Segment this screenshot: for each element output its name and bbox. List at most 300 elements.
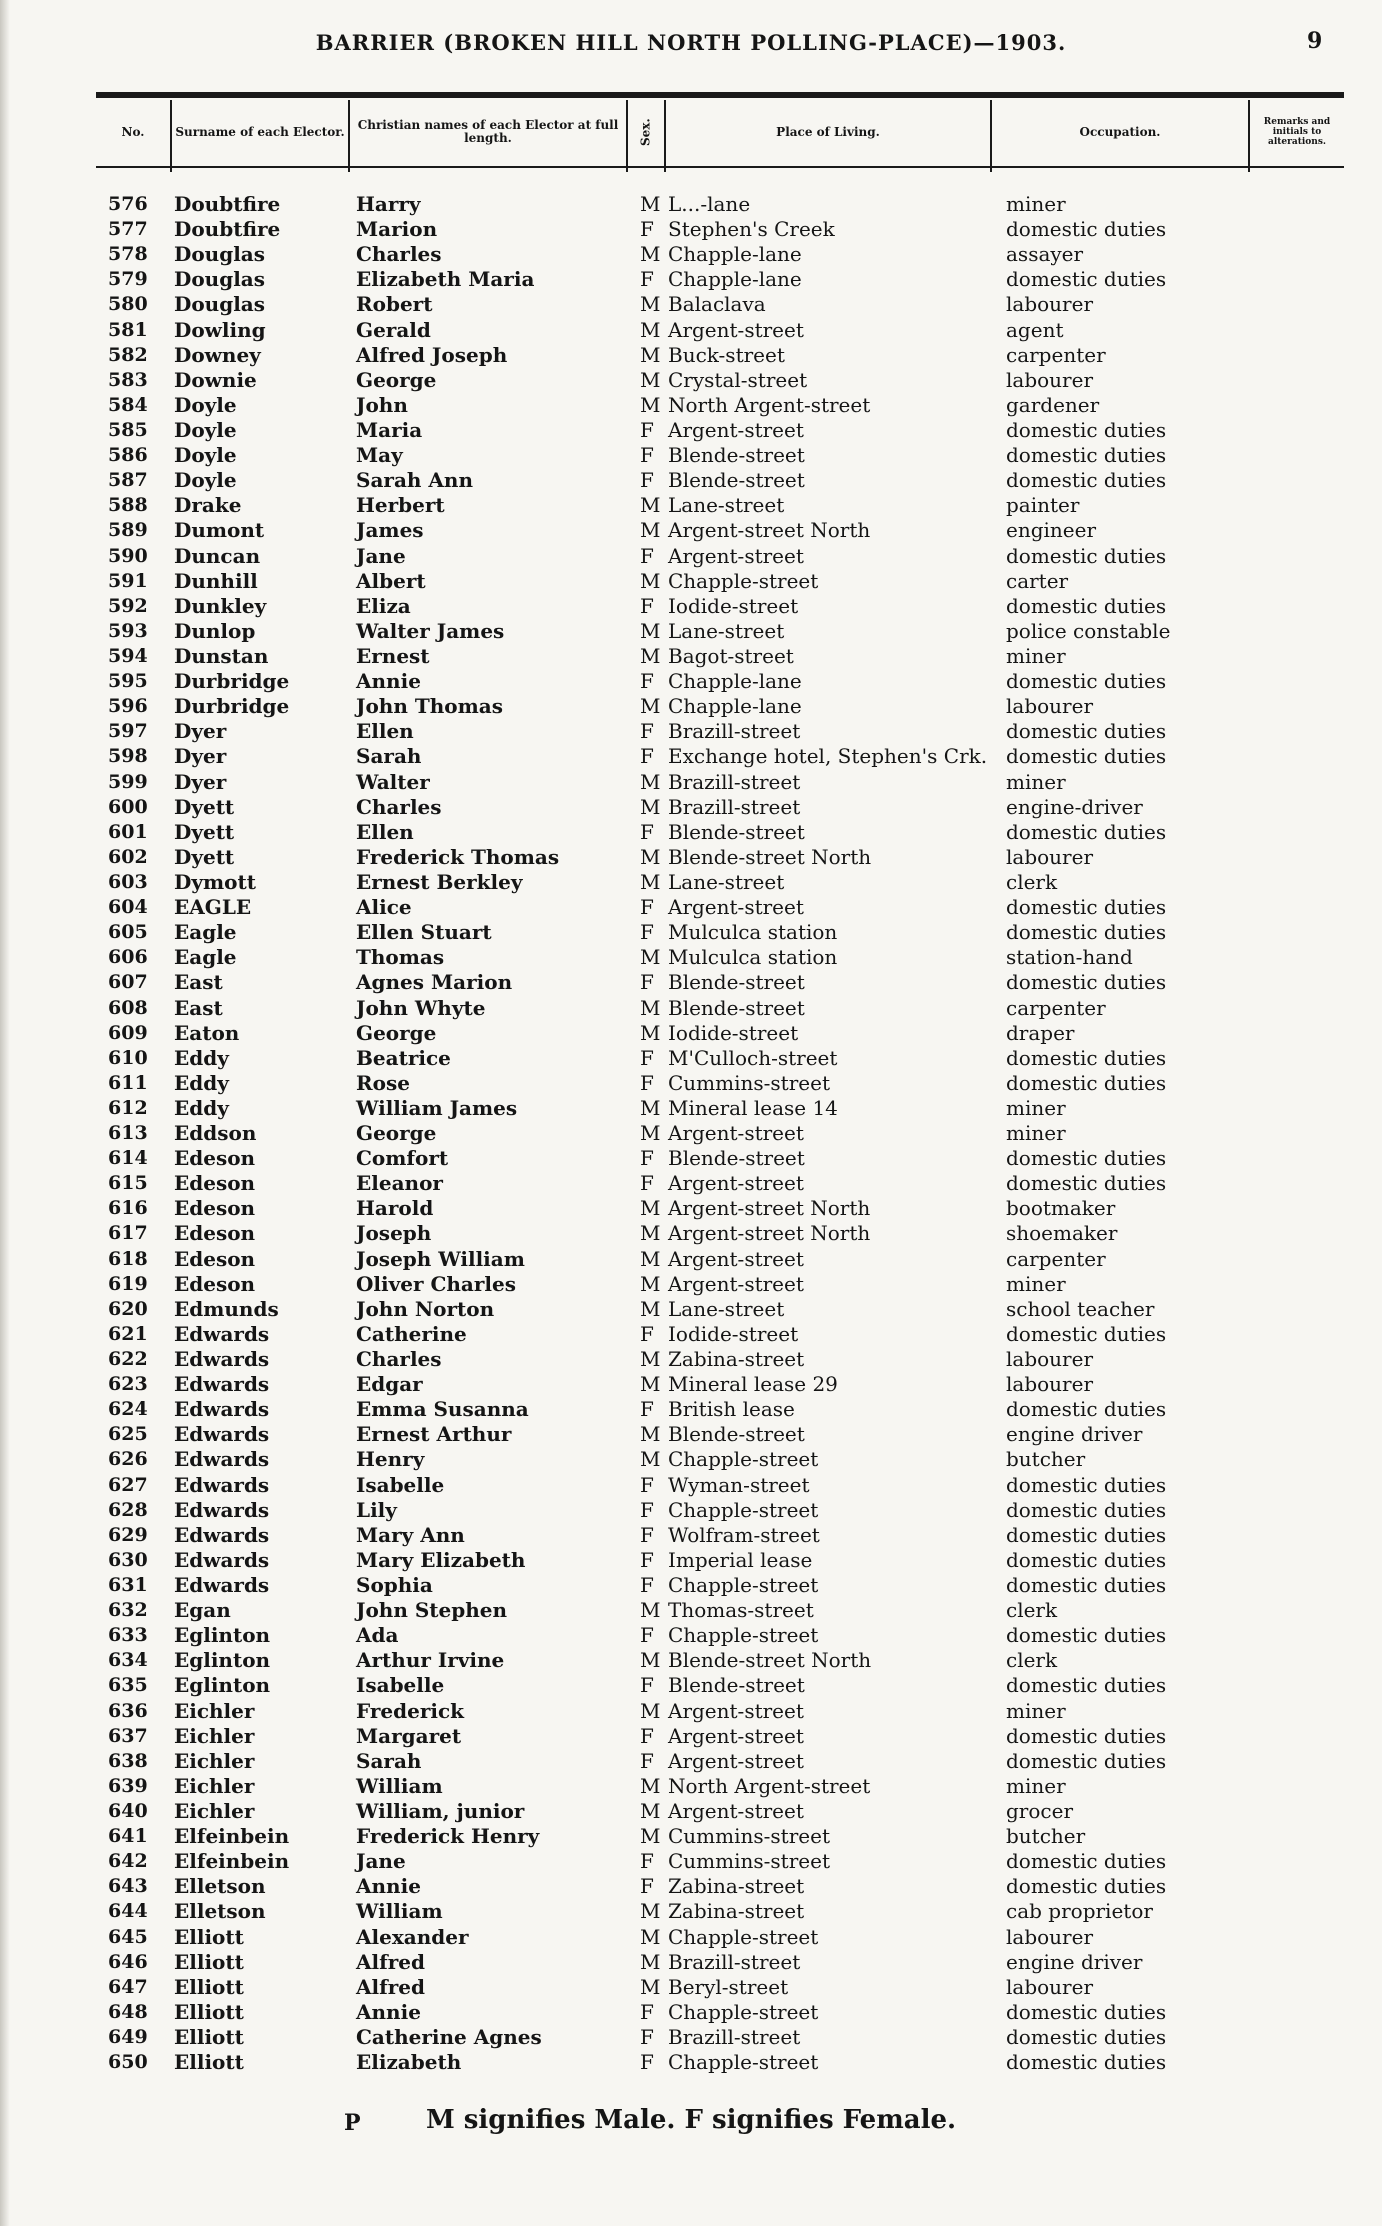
elector-christian-names: Emma Susanna: [356, 1397, 529, 1422]
elector-occupation: butcher: [1006, 1824, 1086, 1849]
elector-row: [0, 1372, 1382, 1397]
elector-surname: Egan: [174, 1598, 231, 1623]
elector-place-of-living: Lane-street: [668, 1296, 785, 1321]
elector-number: 631: [108, 1574, 148, 1597]
elector-occupation: carpenter: [1006, 1246, 1106, 1271]
elector-occupation: gardener: [1006, 392, 1100, 417]
elector-christian-names: Sarah: [356, 1748, 422, 1773]
elector-row: [0, 1648, 1382, 1673]
elector-number: 593: [108, 619, 148, 642]
elector-occupation: domestic duties: [1006, 543, 1167, 568]
elector-occupation: domestic duties: [1006, 970, 1167, 995]
elector-row: [0, 493, 1382, 518]
elector-christian-names: Henry: [356, 1447, 425, 1472]
elector-surname: Doubtfire: [174, 217, 281, 242]
elector-row: [0, 820, 1382, 845]
elector-number: 587: [108, 469, 148, 492]
elector-row: [0, 845, 1382, 870]
elector-sex: F: [640, 1999, 654, 2024]
elector-row: [0, 1297, 1382, 1322]
elector-number: 636: [108, 1699, 148, 1722]
elector-surname: Eddson: [174, 1121, 257, 1146]
elector-surname: Eglinton: [174, 1673, 271, 1698]
elector-row: [0, 970, 1382, 995]
sex-legend: M signifies Male. F signifies Female.: [425, 2105, 957, 2135]
elector-number: 628: [108, 1498, 148, 1521]
elector-sex: M: [640, 568, 661, 593]
elector-christian-names: Alice: [356, 895, 412, 920]
elector-row: [0, 2000, 1382, 2025]
elector-place-of-living: Argent-street: [668, 1121, 804, 1146]
elector-occupation: agent: [1006, 317, 1064, 342]
elector-number: 632: [108, 1599, 148, 1622]
elector-row: [0, 1573, 1382, 1598]
elector-place-of-living: Argent-street: [668, 1171, 804, 1196]
elector-christian-names: William James: [356, 1095, 518, 1120]
elector-number: 581: [108, 318, 148, 341]
elector-occupation: labourer: [1006, 844, 1094, 869]
elector-sex: M: [640, 1698, 661, 1723]
elector-row: [0, 217, 1382, 242]
elector-surname: Elliott: [174, 2050, 244, 2075]
elector-occupation: domestic duties: [1006, 1497, 1167, 1522]
elector-row: [0, 1247, 1382, 1272]
elector-row: [0, 1447, 1382, 1472]
elector-occupation: labourer: [1006, 694, 1094, 719]
elector-surname: Dyer: [174, 769, 227, 794]
elector-place-of-living: Chapple-street: [668, 1924, 819, 1949]
elector-sex: M: [640, 518, 661, 543]
elector-sex: M: [640, 1221, 661, 1246]
elector-surname: Eichler: [174, 1748, 255, 1773]
elector-row: [0, 1824, 1382, 1849]
elector-number: 597: [108, 720, 148, 743]
elector-surname: Eaton: [174, 1020, 240, 1045]
elector-sex: F: [640, 920, 654, 945]
elector-place-of-living: Cummins-street: [668, 1070, 830, 1095]
elector-occupation: shoemaker: [1006, 1221, 1118, 1246]
elector-sex: M: [640, 945, 661, 970]
elector-place-of-living: Argent-street: [668, 895, 804, 920]
elector-place-of-living: Mineral lease 14: [668, 1095, 838, 1120]
elector-sex: F: [640, 2050, 654, 2075]
elector-surname: Dumont: [174, 518, 265, 543]
elector-number: 639: [108, 1774, 148, 1797]
elector-sex: M: [640, 1949, 661, 1974]
elector-christian-names: Jane: [356, 543, 406, 568]
elector-row: [0, 945, 1382, 970]
elector-christian-names: Robert: [356, 292, 433, 317]
elector-sex: F: [640, 1623, 654, 1648]
elector-surname: EAGLE: [174, 895, 252, 920]
elector-sex: M: [640, 694, 661, 719]
elector-christian-names: Isabelle: [356, 1472, 445, 1497]
elector-sex: M: [640, 1648, 661, 1673]
elector-occupation: domestic duties: [1006, 267, 1167, 292]
elector-sex: M: [640, 1598, 661, 1623]
elector-occupation: miner: [1006, 1271, 1066, 1296]
elector-surname: Douglas: [174, 242, 266, 267]
elector-surname: Edeson: [174, 1271, 256, 1296]
elector-sex: M: [640, 869, 661, 894]
elector-place-of-living: M'Culloch-street: [668, 1045, 838, 1070]
elector-place-of-living: Cummins-street: [668, 1849, 830, 1874]
elector-sex: F: [640, 1070, 654, 1095]
elector-row: [0, 544, 1382, 569]
elector-occupation: engine driver: [1006, 1949, 1143, 1974]
elector-number: 586: [108, 444, 148, 467]
elector-occupation: carter: [1006, 568, 1069, 593]
elector-number: 591: [108, 569, 148, 592]
elector-row: [0, 770, 1382, 795]
elector-row: [0, 1397, 1382, 1422]
elector-number: 609: [108, 1021, 148, 1044]
elector-sex: M: [640, 995, 661, 1020]
elector-place-of-living: L...-lane: [668, 192, 751, 216]
elector-occupation: engine-driver: [1006, 794, 1143, 819]
elector-occupation: domestic duties: [1006, 1999, 1167, 2024]
elector-number: 578: [108, 243, 148, 266]
elector-number: 618: [108, 1247, 148, 1270]
elector-place-of-living: Argent-street North: [668, 1196, 871, 1221]
elector-occupation: miner: [1006, 769, 1066, 794]
elector-christian-names: Walter James: [356, 618, 505, 643]
elector-surname: Eddy: [174, 1095, 229, 1120]
elector-christian-names: Isabelle: [356, 1673, 445, 1698]
elector-surname: Douglas: [174, 292, 266, 317]
elector-christian-names: Ellen: [356, 819, 414, 844]
elector-number: 642: [108, 1850, 148, 1873]
elector-surname: Elliott: [174, 1949, 244, 1974]
elector-christian-names: Catherine Agnes: [356, 2024, 542, 2049]
elector-sex: M: [640, 1799, 661, 1823]
elector-place-of-living: Wolfram-street: [668, 1522, 820, 1547]
elector-occupation: domestic duties: [1006, 2024, 1167, 2049]
elector-number: 623: [108, 1373, 148, 1396]
elector-surname: Elletson: [174, 1899, 266, 1924]
elector-sex: F: [640, 417, 654, 442]
elector-christian-names: Annie: [356, 669, 421, 694]
elector-place-of-living: Chapple-street: [668, 1573, 819, 1598]
elector-row: [0, 795, 1382, 820]
elector-christian-names: George: [356, 1121, 437, 1146]
elector-christian-names: Thomas: [356, 945, 445, 970]
elector-christian-names: Charles: [356, 1347, 442, 1372]
elector-number: 588: [108, 494, 148, 517]
elector-sex: M: [640, 1271, 661, 1296]
elector-row: [0, 343, 1382, 368]
elector-number: 635: [108, 1674, 148, 1697]
elector-surname: Edwards: [174, 1522, 270, 1547]
elector-row: [0, 2050, 1382, 2075]
elector-christian-names: Ellen Stuart: [356, 920, 492, 945]
elector-surname: Edwards: [174, 1447, 270, 1472]
elector-place-of-living: Mulculca station: [668, 945, 838, 970]
elector-number: 577: [108, 218, 148, 241]
elector-place-of-living: Chapple-street: [668, 1497, 819, 1522]
elector-number: 580: [108, 293, 148, 316]
elector-row: [0, 996, 1382, 1021]
elector-row: [0, 318, 1382, 343]
elector-place-of-living: Chapple-street: [668, 1623, 819, 1648]
elector-number: 641: [108, 1825, 148, 1848]
elector-sex: M: [640, 1924, 661, 1949]
elector-sex: F: [640, 217, 654, 242]
elector-row: [0, 1272, 1382, 1297]
elector-number: 616: [108, 1197, 148, 1220]
elector-sex: M: [640, 242, 661, 267]
elector-place-of-living: Chapple-lane: [668, 242, 802, 267]
elector-row: [0, 1473, 1382, 1498]
elector-sex: F: [640, 744, 654, 769]
column-divider: [664, 100, 666, 172]
elector-occupation: butcher: [1006, 1447, 1086, 1472]
elector-number: 605: [108, 921, 148, 944]
elector-row: [0, 1799, 1382, 1824]
elector-sex: M: [640, 1824, 661, 1849]
elector-place-of-living: Zabina-street: [668, 1347, 805, 1372]
elector-row: [0, 1523, 1382, 1548]
elector-christian-names: Walter: [356, 769, 430, 794]
elector-christian-names: Alfred Joseph: [356, 342, 508, 367]
elector-row: [0, 1749, 1382, 1774]
elector-occupation: domestic duties: [1006, 217, 1167, 242]
elector-sex: F: [640, 2024, 654, 2049]
elector-occupation: school teacher: [1006, 1296, 1155, 1321]
elector-number: 603: [108, 870, 148, 893]
elector-christian-names: Ernest Arthur: [356, 1422, 512, 1447]
elector-number: 598: [108, 745, 148, 768]
elector-row: [0, 1322, 1382, 1347]
elector-surname: Edwards: [174, 1422, 270, 1447]
elector-surname: Elliott: [174, 2024, 244, 2049]
elector-place-of-living: Blende-street: [668, 819, 805, 844]
elector-number: 594: [108, 644, 148, 667]
elector-surname: Elliott: [174, 1924, 244, 1949]
elector-place-of-living: Argent-street: [668, 1246, 804, 1271]
elector-surname: Dyer: [174, 744, 227, 769]
elector-number: 602: [108, 845, 148, 868]
elector-surname: Duncan: [174, 543, 261, 568]
elector-surname: Dyett: [174, 844, 235, 869]
elector-row: [0, 1046, 1382, 1071]
elector-occupation: bootmaker: [1006, 1196, 1116, 1221]
elector-occupation: domestic duties: [1006, 443, 1167, 468]
elector-place-of-living: Lane-street: [668, 618, 785, 643]
elector-sex: M: [640, 317, 661, 342]
elector-number: 621: [108, 1322, 148, 1345]
elector-christian-names: Charles: [356, 242, 442, 267]
elector-christian-names: Annie: [356, 1874, 421, 1899]
column-divider: [990, 100, 992, 172]
elector-surname: Edwards: [174, 1547, 270, 1572]
elector-occupation: painter: [1006, 493, 1080, 518]
elector-sex: F: [640, 1497, 654, 1522]
elector-occupation: domestic duties: [1006, 1748, 1167, 1773]
elector-place-of-living: Wyman-street: [668, 1472, 810, 1497]
elector-christian-names: Edgar: [356, 1372, 423, 1397]
elector-number: 589: [108, 519, 148, 542]
elector-surname: Edwards: [174, 1321, 270, 1346]
elector-occupation: domestic duties: [1006, 744, 1167, 769]
elector-row: [0, 1071, 1382, 1096]
elector-christian-names: John: [356, 392, 408, 417]
elector-sex: F: [640, 1673, 654, 1698]
elector-occupation: domestic duties: [1006, 1472, 1167, 1497]
elector-christian-names: Frederick Thomas: [356, 844, 560, 869]
elector-surname: Dyett: [174, 819, 235, 844]
elector-sex: F: [640, 468, 654, 493]
elector-christian-names: Frederick: [356, 1698, 464, 1723]
elector-place-of-living: Blende-street: [668, 970, 805, 995]
elector-occupation: domestic duties: [1006, 468, 1167, 493]
elector-sex: M: [640, 1372, 661, 1397]
elector-place-of-living: Lane-street: [668, 493, 785, 518]
elector-sex: M: [640, 618, 661, 643]
column-header-row: [96, 100, 1344, 164]
elector-sex: M: [640, 1121, 661, 1146]
elector-surname: Edeson: [174, 1246, 256, 1271]
elector-row: [0, 1347, 1382, 1372]
elector-number: 579: [108, 268, 148, 291]
elector-number: 611: [108, 1071, 148, 1094]
elector-christian-names: George: [356, 1020, 437, 1045]
elector-sex: M: [640, 643, 661, 668]
elector-surname: Edwards: [174, 1372, 270, 1397]
elector-surname: Dunhill: [174, 568, 258, 593]
elector-sex: F: [640, 970, 654, 995]
elector-number: 648: [108, 2000, 148, 2023]
elector-christian-names: Sophia: [356, 1573, 433, 1598]
elector-number: 627: [108, 1473, 148, 1496]
elector-sex: F: [640, 1171, 654, 1196]
elector-surname: Downey: [174, 342, 261, 367]
elector-surname: East: [174, 995, 223, 1020]
elector-occupation: domestic duties: [1006, 1849, 1167, 1874]
elector-place-of-living: Chapple-lane: [668, 267, 802, 292]
elector-occupation: domestic duties: [1006, 1874, 1167, 1899]
elector-place-of-living: Blende-street: [668, 1146, 805, 1171]
elector-row: [0, 669, 1382, 694]
elector-sex: M: [640, 392, 661, 417]
elector-place-of-living: Argent-street: [668, 1271, 804, 1296]
header-bottom-rule: [96, 166, 1344, 168]
elector-surname: Doyle: [174, 417, 237, 442]
elector-surname: Douglas: [174, 267, 266, 292]
elector-number: 599: [108, 770, 148, 793]
elector-row: [0, 1221, 1382, 1246]
elector-christian-names: Ellen: [356, 719, 414, 744]
elector-surname: Elliott: [174, 1974, 244, 1999]
elector-sex: M: [640, 844, 661, 869]
elector-surname: Eglinton: [174, 1623, 271, 1648]
elector-occupation: domestic duties: [1006, 669, 1167, 694]
elector-row: [0, 292, 1382, 317]
elector-sex: M: [640, 1347, 661, 1372]
elector-occupation: police constable: [1006, 618, 1171, 643]
elector-place-of-living: Balaclava: [668, 292, 766, 317]
elector-number: 604: [108, 896, 148, 919]
elector-sex: M: [640, 342, 661, 367]
elector-number: 595: [108, 670, 148, 693]
elector-place-of-living: Blende-street North: [668, 844, 872, 869]
elector-occupation: domestic duties: [1006, 1397, 1167, 1422]
elector-row: [0, 920, 1382, 945]
elector-sex: F: [640, 719, 654, 744]
elector-place-of-living: Argent-street North: [668, 1221, 871, 1246]
elector-row: [0, 1021, 1382, 1046]
elector-place-of-living: British lease: [668, 1397, 795, 1422]
elector-surname: Eichler: [174, 1799, 255, 1823]
elector-christian-names: Alexander: [356, 1924, 469, 1949]
elector-christian-names: Gerald: [356, 317, 431, 342]
elector-number: 644: [108, 1900, 148, 1923]
elector-occupation: domestic duties: [1006, 417, 1167, 442]
elector-christian-names: Ada: [356, 1623, 399, 1648]
elector-occupation: engineer: [1006, 518, 1097, 543]
elector-occupation: assayer: [1006, 242, 1084, 267]
elector-row: [0, 1096, 1382, 1121]
elector-surname: Edwards: [174, 1573, 270, 1598]
elector-christian-names: Eliza: [356, 593, 411, 618]
elector-number: 576: [108, 193, 148, 215]
elector-christian-names: Comfort: [356, 1146, 449, 1171]
elector-occupation: domestic duties: [1006, 819, 1167, 844]
elector-row: [0, 267, 1382, 292]
elector-christian-names: Catherine: [356, 1321, 467, 1346]
elector-place-of-living: Chapple-lane: [668, 694, 802, 719]
elector-sex: M: [640, 1095, 661, 1120]
elector-christian-names: Ernest Berkley: [356, 869, 523, 894]
elector-christian-names: John Stephen: [356, 1598, 508, 1623]
elector-occupation: miner: [1006, 1698, 1066, 1723]
elector-row: [0, 2025, 1382, 2050]
elector-sex: M: [640, 1974, 661, 1999]
elector-occupation: labourer: [1006, 1974, 1094, 1999]
elector-row: [0, 1699, 1382, 1724]
elector-christian-names: Jane: [356, 1849, 406, 1874]
elector-surname: Elliott: [174, 1999, 244, 2024]
elector-place-of-living: Argent-street: [668, 1698, 804, 1723]
elector-row: [0, 368, 1382, 393]
elector-sex: M: [640, 1447, 661, 1472]
elector-place-of-living: Blende-street: [668, 1673, 805, 1698]
elector-surname: Downie: [174, 367, 257, 392]
elector-surname: Doyle: [174, 468, 237, 493]
elector-number: 649: [108, 2025, 148, 2048]
elector-number: 630: [108, 1548, 148, 1571]
elector-surname: Doubtfire: [174, 192, 281, 216]
elector-number: 619: [108, 1272, 148, 1295]
elector-row: [0, 719, 1382, 744]
elector-christian-names: William: [356, 1773, 443, 1798]
elector-occupation: domestic duties: [1006, 1070, 1167, 1095]
elector-number: 584: [108, 393, 148, 416]
elector-christian-names: Joseph: [356, 1221, 432, 1246]
elector-sex: F: [640, 1045, 654, 1070]
elector-place-of-living: Brazill-street: [668, 794, 801, 819]
elector-place-of-living: Brazill-street: [668, 1949, 801, 1974]
elector-christian-names: Albert: [356, 568, 426, 593]
elector-number: 643: [108, 1875, 148, 1898]
elector-sex: F: [640, 1748, 654, 1773]
elector-number: 620: [108, 1297, 148, 1320]
elector-place-of-living: Zabina-street: [668, 1899, 805, 1924]
elector-number: 614: [108, 1147, 148, 1170]
elector-number: 634: [108, 1649, 148, 1672]
elector-occupation: labourer: [1006, 1924, 1094, 1949]
elector-christian-names: Sarah Ann: [356, 468, 474, 493]
